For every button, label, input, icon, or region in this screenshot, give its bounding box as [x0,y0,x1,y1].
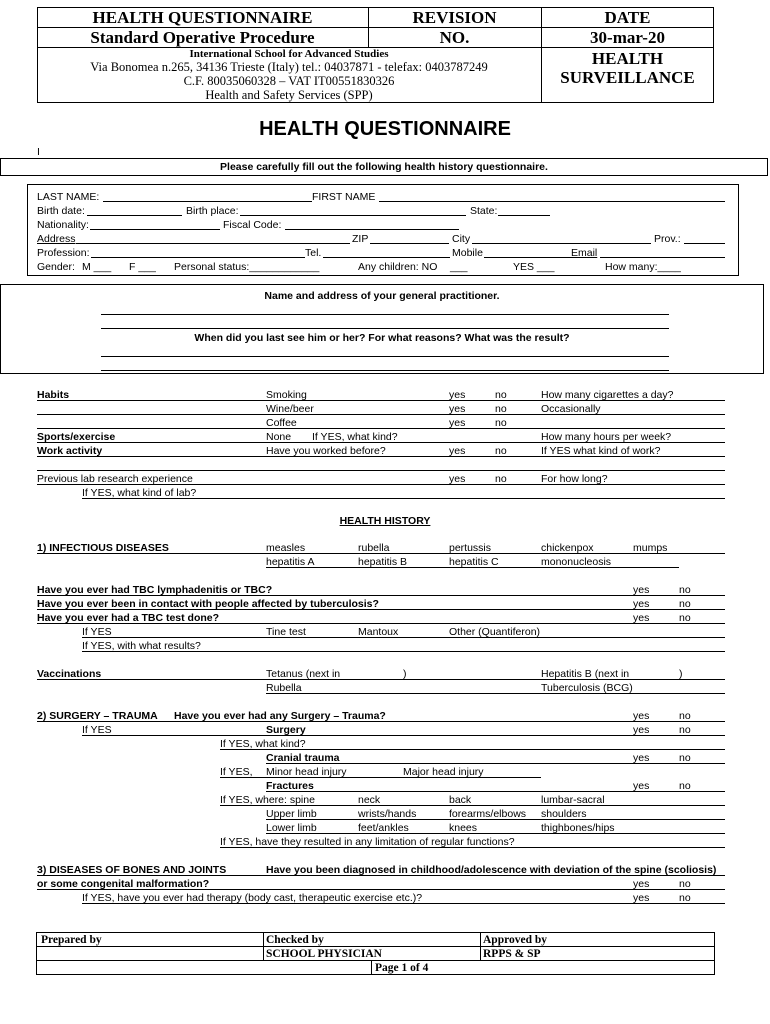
header-subtitle: Standard Operative Procedure [90,28,315,47]
fractures-no[interactable]: no [679,780,691,792]
mobile-field[interactable] [484,257,571,258]
children-no-option[interactable]: ___ [450,261,468,273]
sports-kind-question: If YES, what kind? [312,431,398,443]
lab-yes[interactable]: yes [449,473,466,485]
wine-yes[interactable]: yes [449,403,466,415]
profession-label: Profession: [37,247,90,259]
prov-label: Prov.: [654,233,681,245]
tel-label: Tel. [305,247,322,259]
gender-m-option[interactable]: M ___ [82,261,112,273]
last-name-field[interactable] [103,201,312,202]
work-kind-question: If YES what kind of work? [541,445,661,457]
scoliosis-question: Have you been diagnosed in childhood/adolescence with deviation of the spine (scoliosis) [266,864,717,876]
surgery-if-yes-label: If YES [82,724,112,736]
nationality-label: Nationality: [37,219,89,231]
gender-f-option[interactable]: F ___ [129,261,156,273]
rpps-label: RPPS & SP [483,948,541,960]
city-label: City [452,233,471,245]
chickenpox-option[interactable]: chickenpox [541,542,594,554]
address-field[interactable] [76,243,350,244]
hepatitis-c-option[interactable]: hepatitis C [449,556,499,568]
coffee-yes[interactable]: yes [449,417,466,429]
email-label: Email [571,247,598,259]
feet-fracture-option[interactable]: feet/ankles [358,822,409,834]
last-name-label: LAST NAME: [37,191,100,203]
mononucleosis-option[interactable]: mononucleosis [541,556,612,568]
spine-fracture-option[interactable]: If YES, where: spine [220,794,315,806]
tbc-test-question: Have you ever had a TBC test done? [37,612,220,624]
tel-field[interactable] [323,257,450,258]
lab-kind-question: If YES, what kind of lab? [82,487,197,499]
shoulders-fracture-option[interactable]: shoulders [541,808,587,820]
upper-limb-label: Upper limb [266,808,317,820]
mumps-option[interactable]: mumps [633,542,668,554]
wine-no[interactable]: no [495,403,507,415]
cigarettes-question: How many cigarettes a day? [541,389,674,401]
cranial-no[interactable]: no [679,752,691,764]
approved-by-label: Approved by [483,934,548,946]
work-activity-label: Work activity [37,445,103,457]
header-title: HEALTH QUESTIONNAIRE [92,8,313,27]
birth-date-label: Birth date: [37,205,85,217]
knees-fracture-option[interactable]: knees [449,822,478,834]
surgery-label: Surgery [266,724,306,736]
surgery-trauma-no[interactable]: no [679,710,691,722]
forearms-fracture-option[interactable]: forearms/elbows [449,808,527,820]
city-field[interactable] [472,243,651,244]
practitioner-answer-line[interactable] [101,314,669,315]
tbc-results-question: If YES, with what results? [82,640,201,652]
birth-place-label: Birth place: [186,205,239,217]
hepatitis-b-vaccine-option[interactable]: Hepatitis B (next in [541,668,630,680]
lab-experience-label: Previous lab research experience [37,473,193,485]
date-value: 30-mar-20 [590,28,665,47]
health-history-title: HEALTH HISTORY [339,515,431,527]
profession-field[interactable] [91,257,305,258]
smoking-label: Smoking [266,389,307,401]
rubella-option[interactable]: rubella [358,542,390,554]
thighbones-fracture-option[interactable]: thighbones/hips [541,822,615,834]
bones-joints-label: 3) DISEASES OF BONES AND JOINTS [37,864,227,876]
rubella-vaccine-option[interactable]: Rubella [266,682,302,694]
tine-test-option[interactable]: Tine test [266,626,306,638]
fractures-yes[interactable]: yes [633,780,650,792]
first-name-label: FIRST NAME [312,191,376,203]
cranial-if-yes-label: If YES, [220,766,253,778]
vaccinations-label: Vaccinations [37,668,102,680]
first-name-field[interactable] [379,201,725,202]
last-visit-question: When did you last see him or her? For what reasons? What was the result? [194,332,570,344]
zip-field[interactable] [370,243,449,244]
scoliosis-no[interactable]: no [679,878,691,890]
work-yes[interactable]: yes [449,445,466,457]
how-long-question: For how long? [541,473,608,485]
wine-label: Wine/beer [266,403,314,415]
nationality-field[interactable] [90,229,220,230]
section-line1: HEALTH [591,49,664,68]
org-tax: C.F. 80035060328 – VAT IT00551830326 [183,74,395,88]
children-yes-option[interactable]: YES ___ [513,261,555,273]
bcg-vaccine-option[interactable]: Tuberculosis (BCG) [541,682,633,694]
work-no[interactable]: no [495,445,507,457]
date-label: DATE [604,8,651,27]
personal-status-field[interactable]: Personal status:____________ [174,261,320,273]
practitioner-answer-line[interactable] [101,328,669,329]
page-number: Page 1 of 4 [375,962,429,974]
therapy-yes[interactable]: yes [633,892,650,904]
tbc-contact-question: Have you ever been in contact with people affected by tuberculosis? [37,598,379,610]
hepatitis-b-option[interactable]: hepatitis B [358,556,408,568]
major-head-injury-option[interactable]: Major head injury [403,766,484,778]
fiscal-code-label: Fiscal Code: [223,219,282,231]
org-name: International School for Advanced Studies [189,48,389,60]
quantiferon-option[interactable]: Other (Quantiferon) [449,626,541,638]
section-line2: SURVEILLANCE [560,68,695,87]
tbc-no[interactable]: no [679,584,691,596]
revision-number: NO. [439,28,470,47]
tbc-test-no[interactable]: no [679,612,691,624]
back-fracture-option[interactable]: back [449,794,472,806]
checked-by-label: Checked by [266,934,324,946]
habits-label: Habits [37,389,70,401]
tetanus-close-paren: ) [403,668,407,680]
minor-head-injury-option[interactable]: Minor head injury [266,766,347,778]
prepared-by-label: Prepared by [41,934,102,946]
malformation-question: or some congenital malformation? [37,878,210,890]
tbc-contact-yes[interactable]: yes [633,598,650,610]
lab-no[interactable]: no [495,473,507,485]
limitation-question: If YES, have they resulted in any limitation of regular functions? [220,836,515,848]
org-address: Via Bonomea n.265, 34136 Trieste (Italy) tel.: 04037871 - telefax: 0403787249 [90,60,488,74]
lower-limb-label: Lower limb [266,822,317,834]
sports-label: Sports/exercise [37,431,116,443]
hours-question: How many hours per week? [541,431,672,443]
hepatitis-b-close-paren: ) [679,668,683,680]
surgery-trauma-label: 2) SURGERY – TRAUMA [37,710,158,722]
smoking-no[interactable]: no [495,389,507,401]
email-field[interactable] [600,257,725,258]
wrists-fracture-option[interactable]: wrists/hands [358,808,417,820]
stray-mark: I [37,146,40,158]
any-children-label: Any children: NO [358,261,438,273]
state-field[interactable] [498,215,550,216]
surgery-kind-question: If YES, what kind? [220,738,306,750]
cranial-yes[interactable]: yes [633,752,650,764]
smoking-yes[interactable]: yes [449,389,466,401]
school-physician-label: SCHOOL PHYSICIAN [266,948,382,960]
practitioner-question: Name and address of your general practitioner. [264,290,500,302]
page-title: HEALTH QUESTIONNAIRE [259,118,511,140]
infectious-diseases-label: 1) INFECTIOUS DISEASES [37,542,169,554]
hepatitis-a-option[interactable]: hepatitis A [266,556,315,568]
cranial-trauma-label: Cranial trauma [266,752,340,764]
tbc-test-yes[interactable]: yes [633,612,650,624]
lumbar-fracture-option[interactable]: lumbar-sacral [541,794,605,806]
instruction-text: Please carefully fill out the following health history questionnaire. [220,161,548,173]
org-dept: Health and Safety Services (SPP) [205,88,373,102]
neck-fracture-option[interactable]: neck [358,794,381,806]
how-many-field[interactable]: How many:____ [605,261,681,273]
state-label: State: [470,205,498,217]
address-label: Address [37,233,76,245]
therapy-no[interactable]: no [679,892,691,904]
surgery-trauma-question: Have you ever had any Surgery – Trauma? [174,710,386,722]
mobile-label: Mobile [452,247,483,259]
measles-option[interactable]: measles [266,542,306,554]
tbc-yes[interactable]: yes [633,584,650,596]
sports-none[interactable]: None [266,431,292,443]
fiscal-code-field[interactable] [285,229,459,230]
surgery-trauma-yes[interactable]: yes [633,710,650,722]
tbc-if-yes-label: If YES [82,626,112,638]
surgery-no[interactable]: no [679,724,691,736]
birth-date-field[interactable] [87,215,182,216]
worked-before-question: Have you worked before? [266,445,386,457]
pertussis-option[interactable]: pertussis [449,542,492,554]
scoliosis-yes[interactable]: yes [633,878,650,890]
gender-label: Gender: [37,261,75,273]
tbc-contact-no[interactable]: no [679,598,691,610]
mantoux-option[interactable]: Mantoux [358,626,399,638]
fractures-label: Fractures [266,780,314,792]
occasionally-label: Occasionally [541,403,601,415]
revision-label: REVISION [412,8,497,27]
surgery-yes[interactable]: yes [633,724,650,736]
tbc-question: Have you ever had TBC lymphadenitis or TBC? [37,584,273,596]
therapy-question: If YES, have you ever had therapy (body cast, therapeutic exercise etc.)? [82,892,423,904]
last-visit-answer-line[interactable] [101,356,669,357]
birth-place-field[interactable] [240,215,466,216]
zip-label: ZIP [352,233,369,245]
tetanus-option[interactable]: Tetanus (next in [266,668,341,680]
coffee-no[interactable]: no [495,417,507,429]
last-visit-answer-line[interactable] [101,370,669,371]
prov-field[interactable] [684,243,725,244]
coffee-label: Coffee [266,417,297,429]
